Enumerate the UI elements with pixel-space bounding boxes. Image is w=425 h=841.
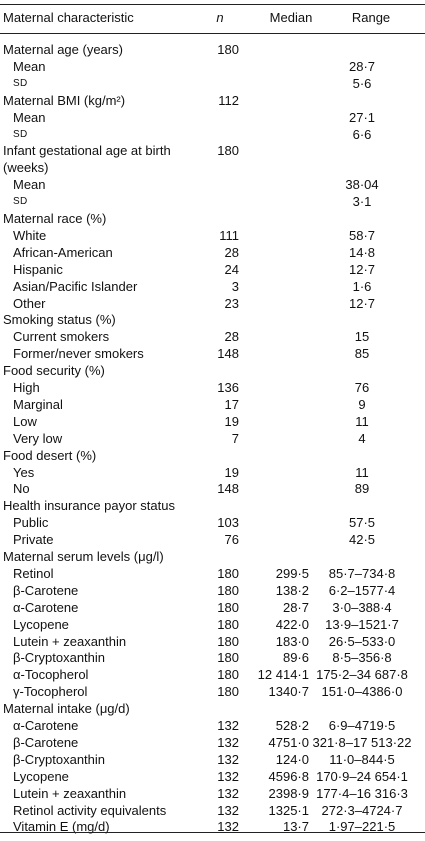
row-label: γ-Tocopherol — [13, 684, 88, 700]
row-label: Other — [13, 295, 46, 311]
header-rule — [0, 33, 425, 34]
row-range: 11 — [355, 413, 369, 429]
row-label: Retinol activity equivalents — [13, 802, 167, 818]
row-n: 180 — [217, 650, 239, 666]
row-range: 38·04 — [345, 177, 379, 193]
row-label: Lycopene — [13, 768, 69, 784]
row-median: 2398·9 — [268, 785, 309, 801]
row-median: 183·0 — [275, 633, 309, 649]
row-n: 148 — [217, 481, 239, 497]
row-median: 4751·0 — [268, 734, 309, 750]
row-range: 3·1 — [352, 194, 372, 210]
row-range: 13·9–1521·7 — [325, 616, 399, 632]
row-range: 15 — [354, 329, 370, 345]
row-label: (weeks) — [3, 160, 49, 176]
row-label: Maternal intake (μg/d) — [3, 701, 130, 717]
row-range: 9 — [358, 396, 366, 412]
row-n: 136 — [217, 380, 239, 395]
row-label: Smoking status (%) — [3, 312, 116, 328]
row-n: 132 — [217, 802, 239, 818]
row-range: 177·4–16 316·3 — [316, 785, 408, 801]
row-label: Mean — [13, 109, 46, 125]
row-n: 19 — [224, 464, 239, 480]
row-median: 28·7 — [282, 599, 309, 615]
row-n: 148 — [217, 346, 239, 362]
row-n: 180 — [217, 667, 239, 683]
table-row — [0, 817, 425, 837]
row-label: Yes — [13, 464, 35, 480]
row-label: SD — [13, 128, 28, 140]
row-label: Lycopene — [13, 616, 69, 632]
row-label: Former/never smokers — [13, 346, 144, 362]
row-range: 170·9–24 654·1 — [316, 768, 408, 784]
row-n: 180 — [217, 143, 239, 159]
header-n: n — [216, 10, 224, 25]
row-label: Private — [13, 532, 54, 548]
row-range: 28·7 — [348, 58, 376, 74]
row-label: Public — [13, 515, 49, 531]
row-median: 422·0 — [275, 616, 309, 632]
row-range: 27·1 — [348, 109, 376, 125]
row-label: Maternal race (%) — [3, 211, 107, 226]
row-range: 11·0–844·5 — [329, 751, 395, 767]
row-range: 4 — [358, 430, 366, 446]
row-label: Infant gestational age at birth — [3, 143, 171, 159]
table-header — [0, 8, 425, 28]
row-label: Hispanic — [13, 261, 63, 277]
row-label: Lutein + zeaxanthin — [13, 785, 127, 801]
row-n: 3 — [231, 278, 239, 294]
row-range: 321·8–17 513·22 — [312, 734, 412, 750]
row-median: 528·2 — [275, 718, 309, 733]
row-label: Maternal serum levels (μg/l) — [3, 549, 164, 564]
row-label: Mean — [13, 58, 46, 74]
row-n: 17 — [224, 396, 239, 412]
row-range: 57·5 — [348, 515, 376, 531]
row-range: 1·97–221·5 — [328, 819, 396, 835]
row-n: 28 — [224, 244, 239, 260]
row-label: Marginal — [13, 396, 63, 412]
header-characteristic: Maternal characteristic — [3, 10, 134, 25]
row-n: 180 — [217, 565, 239, 581]
row-label: High — [13, 380, 40, 395]
header-median: Median — [269, 10, 313, 25]
row-label: Very low — [13, 430, 63, 446]
row-n: 180 — [217, 684, 239, 700]
row-range: 5·6 — [352, 75, 372, 91]
row-n: 180 — [217, 633, 239, 649]
row-n: 180 — [217, 599, 239, 615]
row-median: 89·6 — [282, 650, 309, 666]
header-range: Range — [351, 10, 391, 25]
row-label: Maternal BMI (kg/m²) — [3, 92, 126, 108]
row-label: Maternal age (years) — [3, 42, 123, 57]
row-n: 28 — [224, 329, 239, 345]
row-median: 1325·1 — [268, 802, 309, 818]
row-n: 23 — [224, 295, 239, 311]
row-range: 14·8 — [348, 244, 376, 260]
row-label: β-Carotene — [13, 734, 79, 750]
row-n: 132 — [217, 718, 239, 733]
row-median: 1340·7 — [268, 684, 309, 700]
row-range: 11 — [355, 464, 369, 480]
row-label: β-Carotene — [13, 582, 79, 598]
row-range: 6·2–1577·4 — [328, 582, 396, 598]
row-median: 13·7 — [282, 819, 309, 835]
row-label: No — [13, 481, 30, 497]
row-n: 180 — [217, 42, 239, 57]
row-range: 272·3–4724·7 — [321, 802, 403, 818]
row-n: 132 — [217, 751, 239, 767]
row-range: 3·0–388·4 — [332, 599, 392, 615]
row-label: Mean — [13, 177, 46, 193]
row-median: 299·5 — [275, 565, 309, 581]
row-median: 12 414·1 — [257, 667, 309, 683]
row-n: 24 — [224, 261, 239, 277]
row-n: 112 — [218, 92, 239, 108]
row-range: 151·0–4386·0 — [321, 684, 403, 700]
row-range: 8·5–356·8 — [332, 650, 392, 666]
row-range: 12·7 — [348, 295, 376, 311]
row-n: 76 — [224, 532, 239, 548]
row-label: β-Cryptoxanthin — [13, 751, 106, 767]
row-label: Food desert (%) — [3, 447, 97, 463]
row-range: 1·6 — [352, 278, 372, 294]
row-range: 85·7–734·8 — [328, 565, 396, 581]
row-n: 111 — [219, 227, 239, 243]
row-n: 132 — [217, 785, 239, 801]
row-range: 175·2–34 687·8 — [316, 667, 408, 683]
row-label: African-American — [13, 244, 113, 260]
row-label: White — [13, 227, 47, 243]
top-rule — [0, 4, 425, 5]
row-range: 6·9–4719·5 — [328, 718, 396, 733]
row-n: 132 — [217, 768, 239, 784]
row-range: 12·7 — [348, 261, 376, 277]
row-range: 89 — [354, 481, 370, 497]
row-range: 85 — [354, 346, 370, 362]
bottom-rule — [0, 832, 425, 833]
row-label: Food security (%) — [3, 363, 105, 379]
row-range: 42·5 — [348, 532, 376, 548]
row-median: 124·0 — [275, 751, 309, 767]
row-n: 7 — [231, 430, 239, 446]
row-median: 4596·8 — [268, 768, 309, 784]
row-label: α-Tocopherol — [13, 667, 89, 683]
row-label: SD — [13, 77, 28, 89]
row-label: Asian/Pacific Islander — [13, 278, 138, 294]
row-n: 180 — [217, 616, 239, 632]
row-label: Lutein + zeaxanthin — [13, 633, 127, 649]
row-range: 6·6 — [352, 126, 372, 142]
row-median: 138·2 — [275, 582, 309, 598]
row-n: 180 — [217, 582, 239, 598]
row-label: Current smokers — [13, 329, 110, 345]
row-label: SD — [13, 196, 28, 208]
row-label: Low — [13, 413, 37, 429]
row-n: 103 — [217, 515, 239, 531]
row-n: 19 — [224, 413, 239, 429]
row-label: β-Cryptoxanthin — [13, 650, 106, 666]
row-range: 58·7 — [348, 227, 376, 243]
row-n: 132 — [217, 819, 239, 835]
row-n: 132 — [217, 734, 239, 750]
row-range: 76 — [354, 380, 370, 395]
row-label: Vitamin E (mg/d) — [13, 819, 110, 835]
row-label: Retinol — [13, 565, 54, 581]
row-label: α-Carotene — [13, 599, 79, 615]
row-label: Health insurance payor status — [3, 498, 175, 514]
row-range: 26·5–533·0 — [328, 633, 396, 649]
row-label: α-Carotene — [13, 718, 79, 733]
